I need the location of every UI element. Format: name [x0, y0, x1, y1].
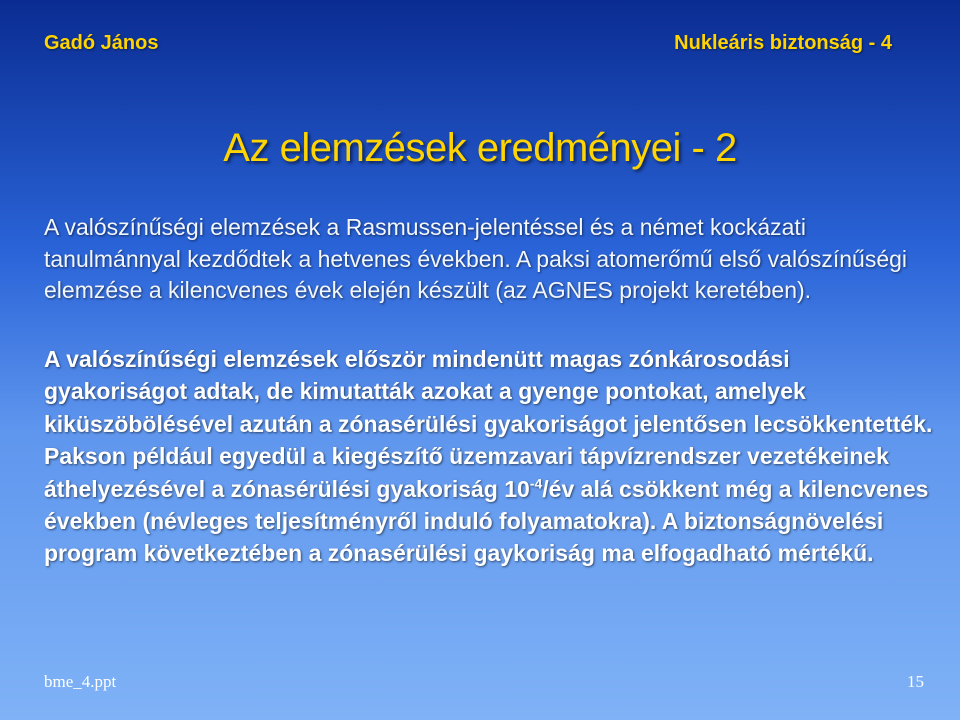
footer-filename: bme_4.ppt: [44, 672, 117, 691]
header-course: Nukleáris biztonság - 4: [674, 32, 892, 54]
results-exponent: -4: [529, 474, 543, 491]
page-number: 15: [907, 672, 924, 691]
results-text-end: /év alá csökkent még a kilencvenes években (névleges teljesítményről induló folyamatokra). A biztonságnövelési program következtében a zónasérülési gaykoriság ma elfogadható mértékű.: [44, 475, 929, 567]
results-text-start: A valószínűségi elemzések először mindenütt magas zónkárosodási gyakoriságot adtak, de kimutatták azokat a gyenge pontokat, amelyek kiküszöbölésével azután a zónasérülési gyakoriságot jelentősen lecsökkentették. Pakson például egyedül a kiegészítő üzemzavari tápvízrendszer vezetékeinek áthelyezésével a zónasérülési gyakoriság 10: [44, 346, 933, 502]
slide-title: Az elemzések eredményei - 2: [223, 126, 737, 170]
paragraph-history: A valószínűségi elemzések a Rasmussen-jelentéssel és a német kockázati tanulmánnyal kezdődtek a hetvenes években. A paksi atomerőmű első valószínűségi elemzése a kilencvenes évek elején készült (az AGNES projekt keretében).: [44, 214, 908, 303]
header-author: Gadó János: [44, 32, 159, 54]
paragraph-results: [44, 343, 934, 570]
